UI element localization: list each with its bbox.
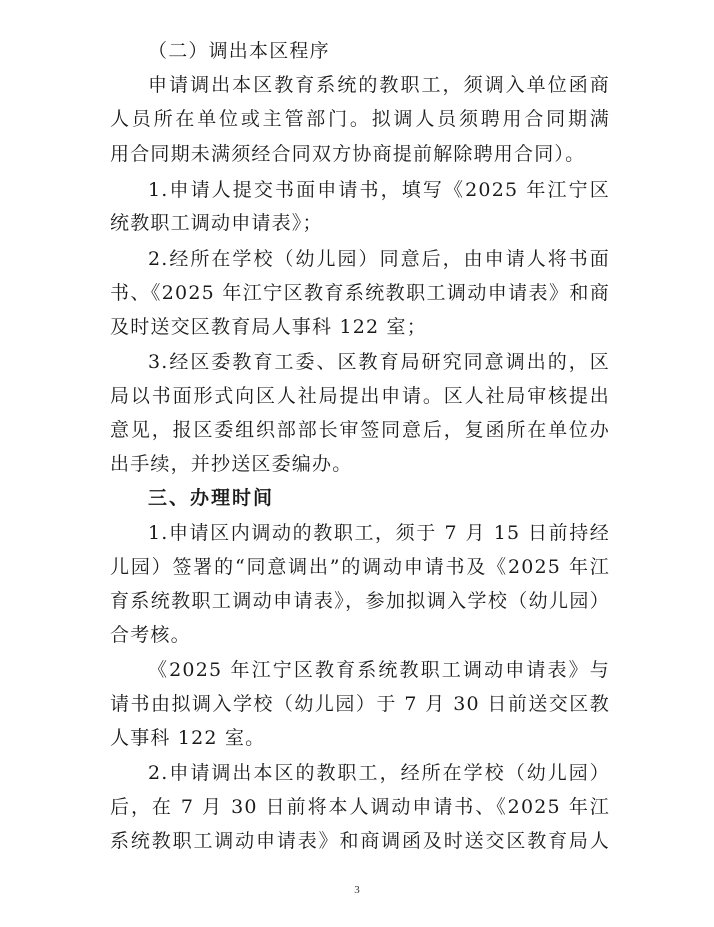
list-item-line: 2.经所在学校（幼儿园）同意后，由申请人将书面 xyxy=(148,248,610,270)
paragraph-line: 用合同期未满须经合同双方协商提前解除聘用合同）。 xyxy=(110,143,586,165)
section-3-title: 三、办理时间 xyxy=(148,487,275,509)
list-item-line: 局以书面形式向区人社局提出申请。区人社局审核提出 xyxy=(110,385,610,407)
paragraph-line: 请书由拟调入学校（幼儿园）于 7 月 30 日前送交区教 xyxy=(110,693,610,715)
list-item-line: 出手续，并抄送区委编办。 xyxy=(110,453,353,475)
list-item-line: 合考核。 xyxy=(110,624,191,646)
list-item-line: 书、《2025 年江宁区教育系统教职工调动申请表》和商 xyxy=(110,282,610,304)
list-item-line: 3.经区委教育工委、区教育局研究同意调出的，区 xyxy=(148,351,610,373)
section-2-title: （二）调出本区程序 xyxy=(148,40,330,62)
list-item-line: 统教职工调动申请表》； xyxy=(110,212,323,234)
list-item-line: 1.申请区内调动的教职工，须于 7 月 15 日前持经 xyxy=(148,522,610,544)
list-item-line: 系统教职工调动申请表》和商调函及时送交区教育局人 xyxy=(110,830,610,852)
list-item-line: 2.申请调出本区的教职工，经所在学校（幼儿园） xyxy=(148,762,610,784)
paragraph-line: 《2025 年江宁区教育系统教职工调动申请表》与 xyxy=(148,659,610,681)
list-item-line: 及时送交区教育局人事科 122 室； xyxy=(110,316,427,338)
list-item-line: 育系统教职工调动申请表》，参加拟调入学校（幼儿园） xyxy=(110,590,610,612)
page-number: 3 xyxy=(354,884,360,896)
list-item-line: 1.申请人提交书面申请书，填写《2025 年江宁区 xyxy=(148,179,610,201)
list-item-line: 后，在 7 月 30 日前将本人调动申请书、《2025 年江 xyxy=(110,796,610,818)
list-item-line: 儿园）签署的“同意调出”的调动申请书及《2025 年江 xyxy=(110,556,610,578)
list-item-line: 意见，报区委组织部部长审签同意后，复函所在单位办 xyxy=(110,419,610,441)
paragraph-line: 人事科 122 室。 xyxy=(110,727,266,749)
paragraph-line: 人员所在单位或主管部门。拟调人员须聘用合同期满 xyxy=(110,108,610,130)
paragraph-line: 申请调出本区教育系统的教职工，须调入单位函商 xyxy=(148,74,610,96)
